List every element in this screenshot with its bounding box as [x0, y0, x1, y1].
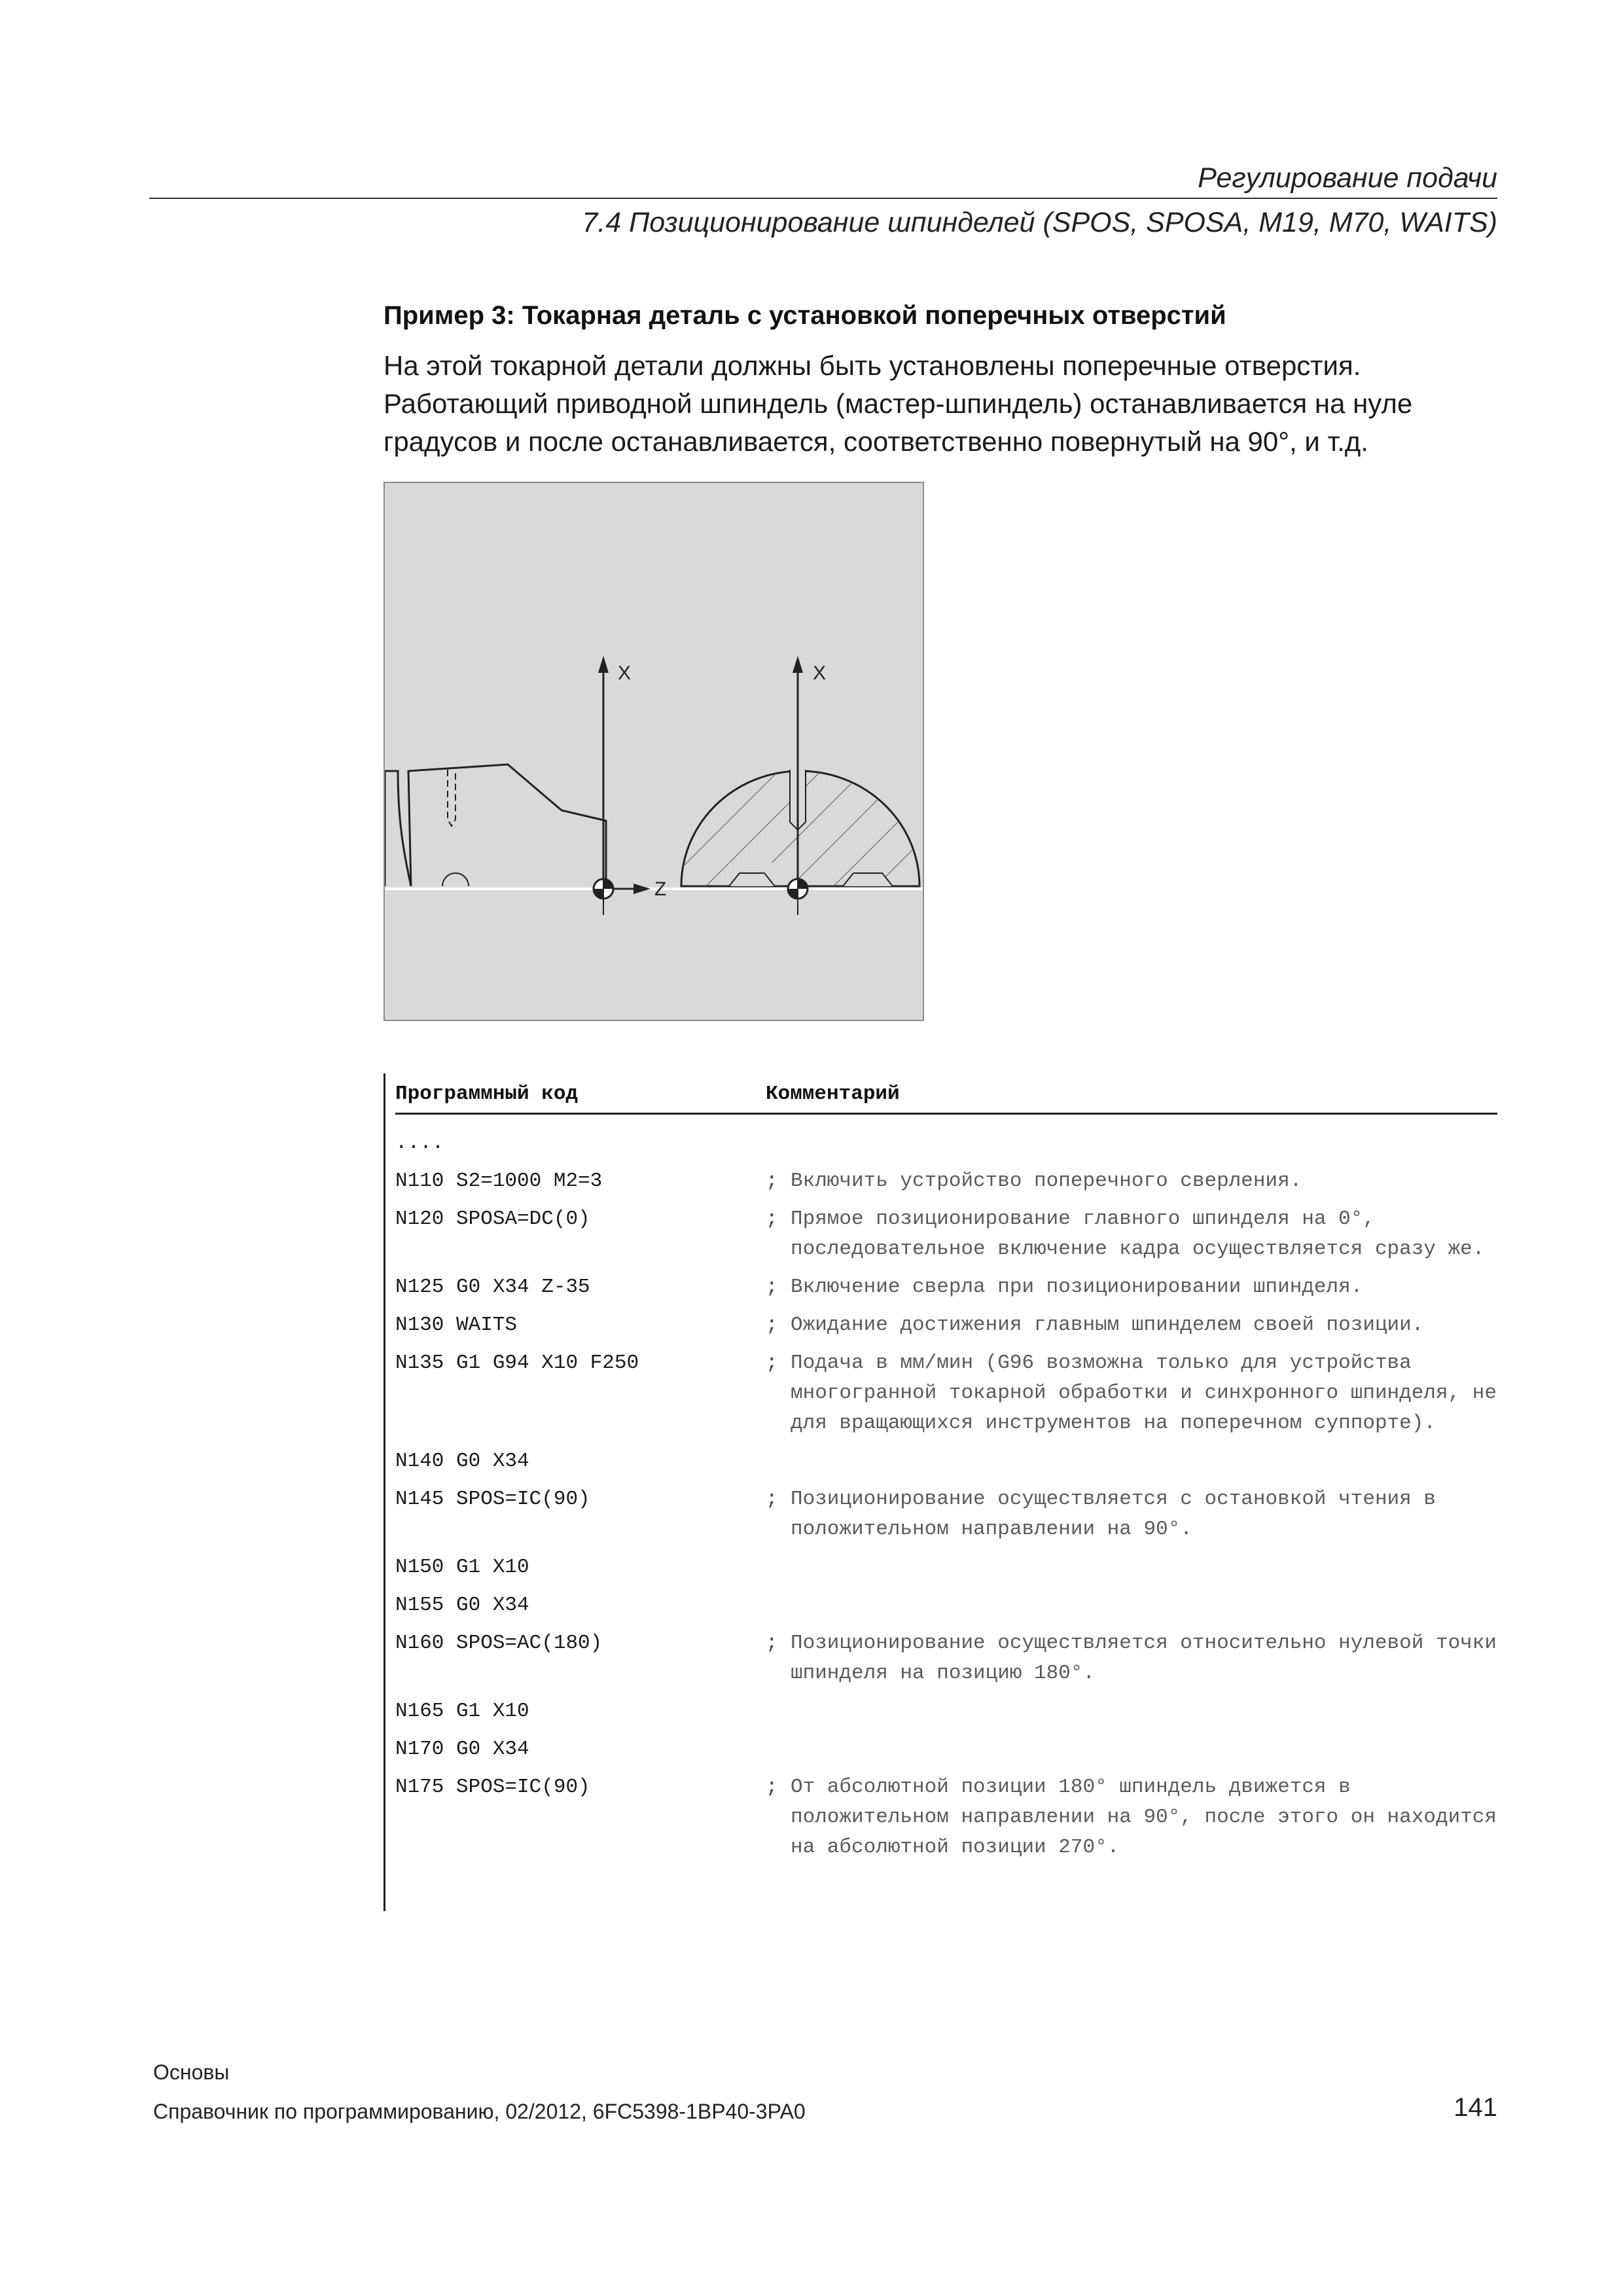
program-code-cell: .... — [395, 1132, 444, 1155]
program-code-cell: N135 G1 G94 X10 F250 — [395, 1352, 639, 1374]
comment-marker: ; — [766, 1208, 778, 1230]
program-code-cell: N110 S2=1000 M2=3 — [395, 1170, 603, 1193]
table-body — [395, 1128, 1497, 1871]
comment-text: Позиционирование осуществляется относительно нулевой точки шпинделя на позицию 180°. — [791, 1632, 1497, 1685]
table-row — [395, 1772, 1497, 1863]
program-code-cell: N120 SPOSA=DC(0) — [395, 1208, 590, 1230]
table-row — [395, 1628, 1497, 1689]
table-row — [395, 1484, 1497, 1545]
comment-marker: ; — [766, 1314, 778, 1336]
comment-cell — [766, 1484, 1497, 1545]
comment-text: От абсолютной позиции 180° шпиндель движется в положительном направлении на 90°, после этого он находится на абсолютной позиции 270°. — [791, 1776, 1497, 1859]
example-intro: На этой токарной детали должны быть установлены поперечные отверстия. Работающий приводной шпиндель (мастер-шпиндель) останавливается на нуле градусов и после останавливается, соответственно повернутый на 90°, и т.д. — [383, 350, 1413, 457]
part-side-view — [385, 764, 606, 886]
program-code-cell: N165 G1 X10 — [395, 1700, 529, 1723]
header-comment: Комментарий — [766, 1083, 900, 1105]
comment-cell — [766, 1552, 1497, 1583]
comment-marker: ; — [766, 1632, 778, 1655]
comment-cell — [766, 1166, 1497, 1196]
comment-text: Включение сверла при позиционировании шпинделя. — [791, 1276, 1363, 1299]
program-code-cell: N145 SPOS=IC(90) — [395, 1488, 590, 1511]
comment-text: Прямое позиционирование главного шпинделя на 0°, последовательное включение кадра осуществляется сразу же. — [791, 1208, 1485, 1261]
table-row — [395, 1446, 1497, 1477]
comment-cell — [766, 1734, 1497, 1765]
axis-x-label-left: X — [618, 662, 632, 684]
page-number: 141 — [1454, 2093, 1497, 2122]
program-code-cell: N170 G0 X34 — [395, 1738, 529, 1761]
comment-marker: ; — [766, 1776, 778, 1799]
comment-cell — [766, 1628, 1497, 1689]
comment-marker: ; — [766, 1488, 778, 1511]
table-row — [395, 1204, 1497, 1265]
table-row — [395, 1310, 1497, 1340]
program-code-cell: N150 G1 X10 — [395, 1556, 529, 1579]
running-header-section: 7.4 Позиционирование шпинделей (SPOS, SPOSA, M19, M70, WAITS) — [582, 207, 1497, 238]
running-header-chapter: Регулирование подачи — [1198, 162, 1497, 194]
comment-text: Ожидание достижения главным шпинделем своей позиции. — [791, 1314, 1424, 1336]
comment-cell — [766, 1128, 1497, 1158]
comment-text: Включить устройство поперечного сверления. — [791, 1170, 1302, 1193]
table-row — [395, 1552, 1497, 1583]
comment-cell — [766, 1590, 1497, 1621]
table-left-rule — [383, 1073, 385, 1911]
table-row — [395, 1272, 1497, 1302]
part-cross-section — [681, 770, 919, 886]
comment-cell — [766, 1446, 1497, 1477]
comment-text: Позиционирование осуществляется с остановкой чтения в положительном направлении на 90°. — [791, 1488, 1436, 1541]
comment-cell — [766, 1310, 1497, 1340]
comment-marker: ; — [766, 1276, 778, 1299]
program-code-cell: N130 WAITS — [395, 1314, 518, 1336]
table-row — [395, 1166, 1497, 1196]
comment-marker: ; — [766, 1170, 778, 1193]
turned-part-figure — [383, 482, 924, 1021]
comment-cell — [766, 1696, 1497, 1727]
table-row — [395, 1128, 1497, 1158]
program-code-cell: N155 G0 X34 — [395, 1594, 529, 1617]
table-header — [395, 1083, 1497, 1115]
comment-cell — [766, 1772, 1497, 1863]
axis-z-label: Z — [654, 878, 667, 900]
comment-cell — [766, 1348, 1497, 1439]
table-row — [395, 1590, 1497, 1621]
program-code-cell: N160 SPOS=AC(180) — [395, 1632, 603, 1655]
comment-cell — [766, 1272, 1497, 1302]
table-row — [395, 1696, 1497, 1727]
footer-book-title: Основы — [153, 2060, 230, 2084]
program-code-cell: N140 G0 X34 — [395, 1450, 529, 1473]
comment-text: Подача в мм/мин (G96 возможна только для устройства многогранной токарной обработки и синхронного шпинделя, не для вращающихся инструментов на поперечном суппорте). — [791, 1352, 1497, 1435]
example-heading: Пример 3: Токарная деталь с установкой поперечных отверстий — [383, 301, 1226, 330]
comment-marker: ; — [766, 1352, 778, 1374]
program-code-cell: N175 SPOS=IC(90) — [395, 1776, 590, 1799]
header-program-code: Программный код — [395, 1083, 579, 1105]
table-row — [395, 1734, 1497, 1765]
program-code-cell: N125 G0 X34 Z-35 — [395, 1276, 590, 1299]
figure-drawing — [385, 483, 923, 1020]
footer-reference: Справочник по программированию, 02/2012, 6FC5398-1BP40-3PA0 — [153, 2100, 806, 2123]
table-row — [395, 1348, 1497, 1439]
axis-x-label-right: X — [813, 662, 827, 684]
comment-cell — [766, 1204, 1497, 1265]
header-rule — [149, 198, 1497, 199]
